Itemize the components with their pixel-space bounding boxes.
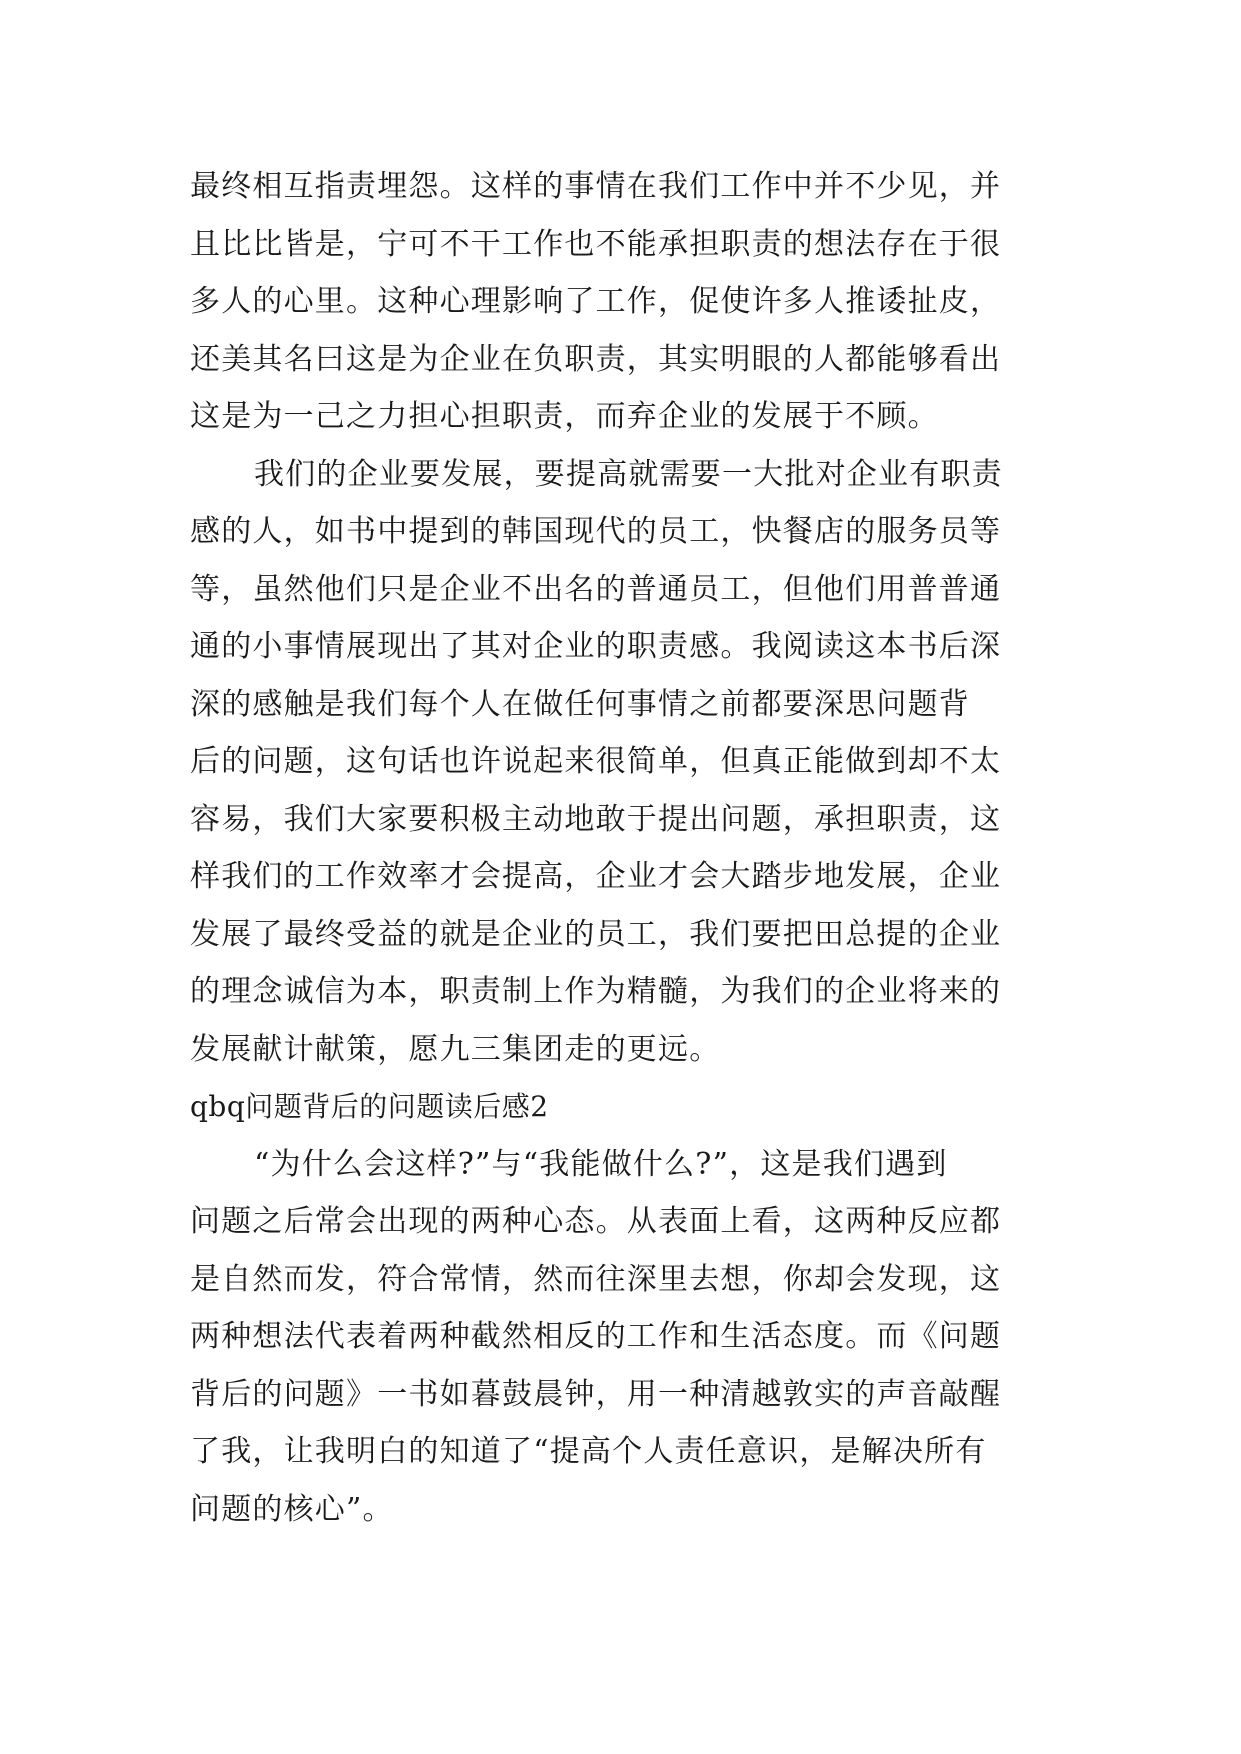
paragraph-2: [190, 446, 1070, 1079]
text-line: 等，虽然他们只是企业不出名的普通员工，但他们用普普通: [190, 571, 1002, 607]
text-line: 背后的问题》一书如暮鼓晨钟，用一种清越敦实的声音敲醒: [190, 1376, 1002, 1412]
text-line: “为什么会这样?”与“我能做什么?”，这是我们遇到: [254, 1146, 948, 1182]
text-line: 了我，让我明白的知道了“提高个人责任意识，是解决所有: [190, 1434, 987, 1469]
text-line: 样我们的工作效率才会提高，企业才会大踏步地发展，企业: [190, 859, 1002, 894]
paragraph-3: [190, 1136, 1070, 1539]
text-line: 深的感触是我们每个人在做任何事情之前都要深思问题背: [190, 686, 970, 722]
text-line: 问题之后常会出现的两种心态。从表面上看，这两种反应都: [190, 1204, 1002, 1239]
text-line: 最终相互指责埋怨。这样的事情在我们工作中并不少见，并: [190, 169, 1002, 204]
text-line: 多人的心里。这种心理影响了工作，促使许多人推诿扯皮，: [190, 284, 1002, 319]
paragraph-1: [190, 158, 1070, 446]
text-line: 后的问题，这句话也许说起来很简单，但真正能做到却不太: [190, 744, 1002, 779]
section-heading: qbq问题背后的问题读后感2: [190, 1090, 549, 1123]
text-line: 两种想法代表着两种截然相反的工作和生活态度。而《问题: [190, 1319, 1002, 1354]
text-line: 通的小事情展现出了其对企业的职责感。我阅读这本书后深: [190, 629, 1002, 664]
text-line: 这是为一己之力担心担职责，而弃企业的发展于不顾。: [190, 399, 939, 434]
text-line: 且比比皆是，宁可不干工作也不能承担职责的想法存在于很: [190, 226, 1002, 262]
text-line: 的理念诚信为本，职责制上作为精髓，为我们的企业将来的: [190, 974, 1002, 1009]
text-line: 感的人，如书中提到的韩国现代的员工，快餐店的服务员等: [190, 514, 1002, 549]
text-line: 发展了最终受益的就是企业的员工，我们要把田总提的企业: [190, 916, 1002, 952]
text-line: 容易，我们大家要积极主动地敢于提出问题，承担职责，这: [190, 801, 1002, 837]
text-line: 问题的核心”。: [190, 1491, 394, 1527]
text-line: 还美其名曰这是为企业在负职责，其实明眼的人都能够看出: [190, 341, 1002, 377]
document-body: [190, 158, 1070, 1538]
text-line: 发展献计献策，愿九三集团走的更远。: [190, 1031, 721, 1067]
text-line: 是自然而发，符合常情，然而往深里去想，你却会发现，这: [190, 1261, 1002, 1297]
text-line: 我们的企业要发展，要提高就需要一大批对企业有职责: [254, 456, 1003, 492]
